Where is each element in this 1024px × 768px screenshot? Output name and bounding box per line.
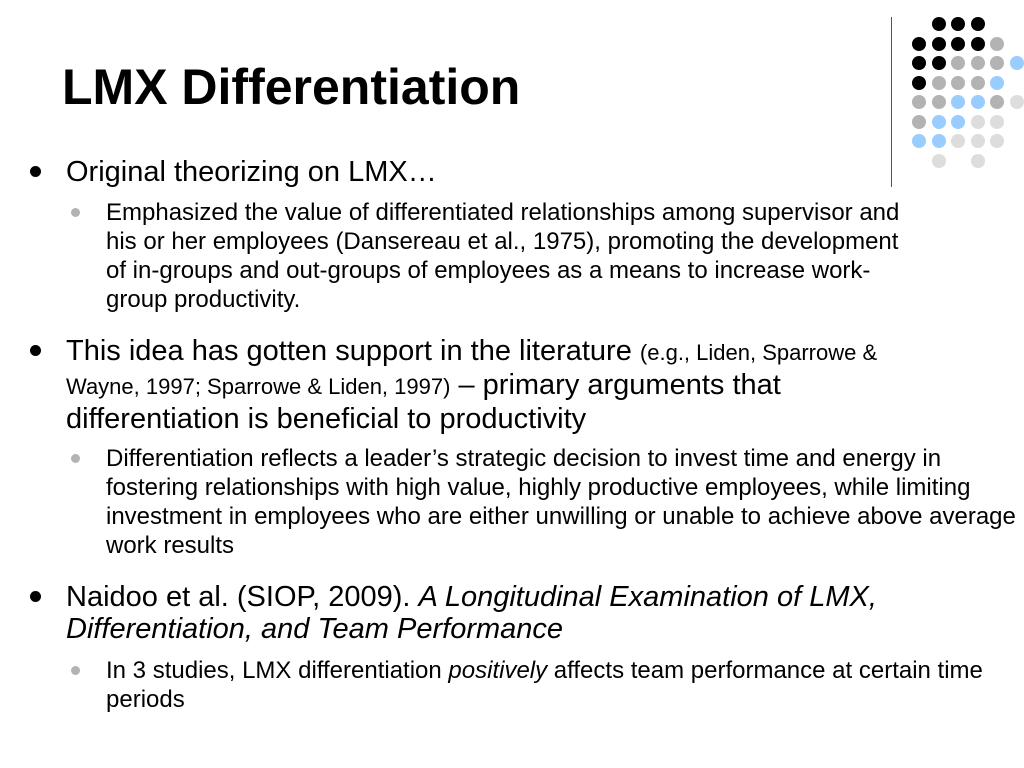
- decorative-dot: [951, 134, 965, 148]
- decorative-dot: [1010, 95, 1024, 109]
- decorative-dot: [990, 95, 1004, 109]
- decorative-dot: [912, 134, 926, 148]
- bullet-1-text: Original theorizing on LMX…: [66, 156, 437, 188]
- decorative-dot: [951, 56, 965, 70]
- bullet-3-sub-1: [106, 656, 1006, 714]
- bullet-2-sub-1-text: Differentiation reflects a leader’s strategic decision to invest time and energy in fostering relationships with high value, highly productive employees, while limiting investment in employees who are either unwilling or unable to achieve above average work results: [106, 445, 1016, 559]
- bullet-1-sub-1-text: Emphasized the value of differentiated relationships among supervisor and his or her employees (Dansereau et al., 1975), promoting the development of in-groups and out-groups of employees as a means to increase work-group productivity.: [106, 199, 900, 313]
- decorative-dot: [971, 17, 985, 31]
- decorative-dot: [951, 95, 965, 109]
- decorative-dot: [990, 115, 1004, 129]
- decorative-dot: [912, 56, 926, 70]
- decorative-dot: [951, 37, 965, 51]
- decorative-dot: [932, 134, 946, 148]
- decorative-dot: [971, 115, 985, 129]
- decorative-dot: [1010, 56, 1024, 70]
- bullet-2-text-b: – primary arguments that differentiation is beneficial to productivity: [66, 369, 781, 435]
- decorative-dot: [951, 17, 965, 31]
- bullet-3-sub-1-text-a: In 3 studies, LMX differentiation: [106, 657, 449, 684]
- decorative-dot: [912, 95, 926, 109]
- bullet-2-sub-1: [106, 444, 1018, 560]
- decorative-dot: [912, 115, 926, 129]
- decorative-dot: [932, 37, 946, 51]
- decorative-dot: [990, 134, 1004, 148]
- decorative-dot: [971, 37, 985, 51]
- decorative-dot: [971, 56, 985, 70]
- bullet-2-text-a: This idea has gotten support in the literature: [66, 335, 640, 367]
- bullet-3-sub-1-emphasis: positively: [448, 657, 548, 684]
- bullet-3: [66, 581, 986, 645]
- decorative-dot: [951, 76, 965, 90]
- decorative-dot: [990, 37, 1004, 51]
- decorative-dot: [951, 115, 965, 129]
- bullet-3-sub-1-text-b: affects team performance at certain time periods: [106, 657, 983, 713]
- bullet-1-sub-1: [106, 198, 906, 314]
- bullet-dot: [30, 591, 41, 602]
- sub-bullet-dot: [71, 454, 80, 463]
- decorative-dot: [912, 76, 926, 90]
- decorative-dot: [990, 76, 1004, 90]
- decorative-dot: [932, 115, 946, 129]
- decorative-dot: [971, 134, 985, 148]
- decorative-dot: [932, 95, 946, 109]
- sub-bullet-dot: [71, 666, 80, 675]
- bullet-dot: [30, 166, 41, 177]
- decorative-dot: [932, 56, 946, 70]
- bullet-3-text-a: Naidoo et al. (SIOP, 2009).: [66, 581, 419, 613]
- decorative-dot: [932, 76, 946, 90]
- slide-title: LMX Differentiation: [62, 59, 521, 115]
- sub-bullet-dot: [71, 208, 80, 217]
- decorative-dot: [932, 17, 946, 31]
- bullet-3-paper-title: A Longitudinal Examination of LMX, Differentiation, and Team Performance: [66, 581, 877, 645]
- decorative-dot: [971, 154, 985, 168]
- bullet-1: [66, 156, 946, 188]
- decorative-dot: [990, 56, 1004, 70]
- decorative-dot: [971, 76, 985, 90]
- decorative-dot: [971, 95, 985, 109]
- bullet-2-citation: (e.g., Liden, Sparrowe & Wayne, 1997; Sparrowe & Liden, 1997): [66, 340, 878, 399]
- bullet-2: [66, 335, 946, 435]
- decorative-dot: [912, 37, 926, 51]
- bullet-dot: [30, 345, 41, 356]
